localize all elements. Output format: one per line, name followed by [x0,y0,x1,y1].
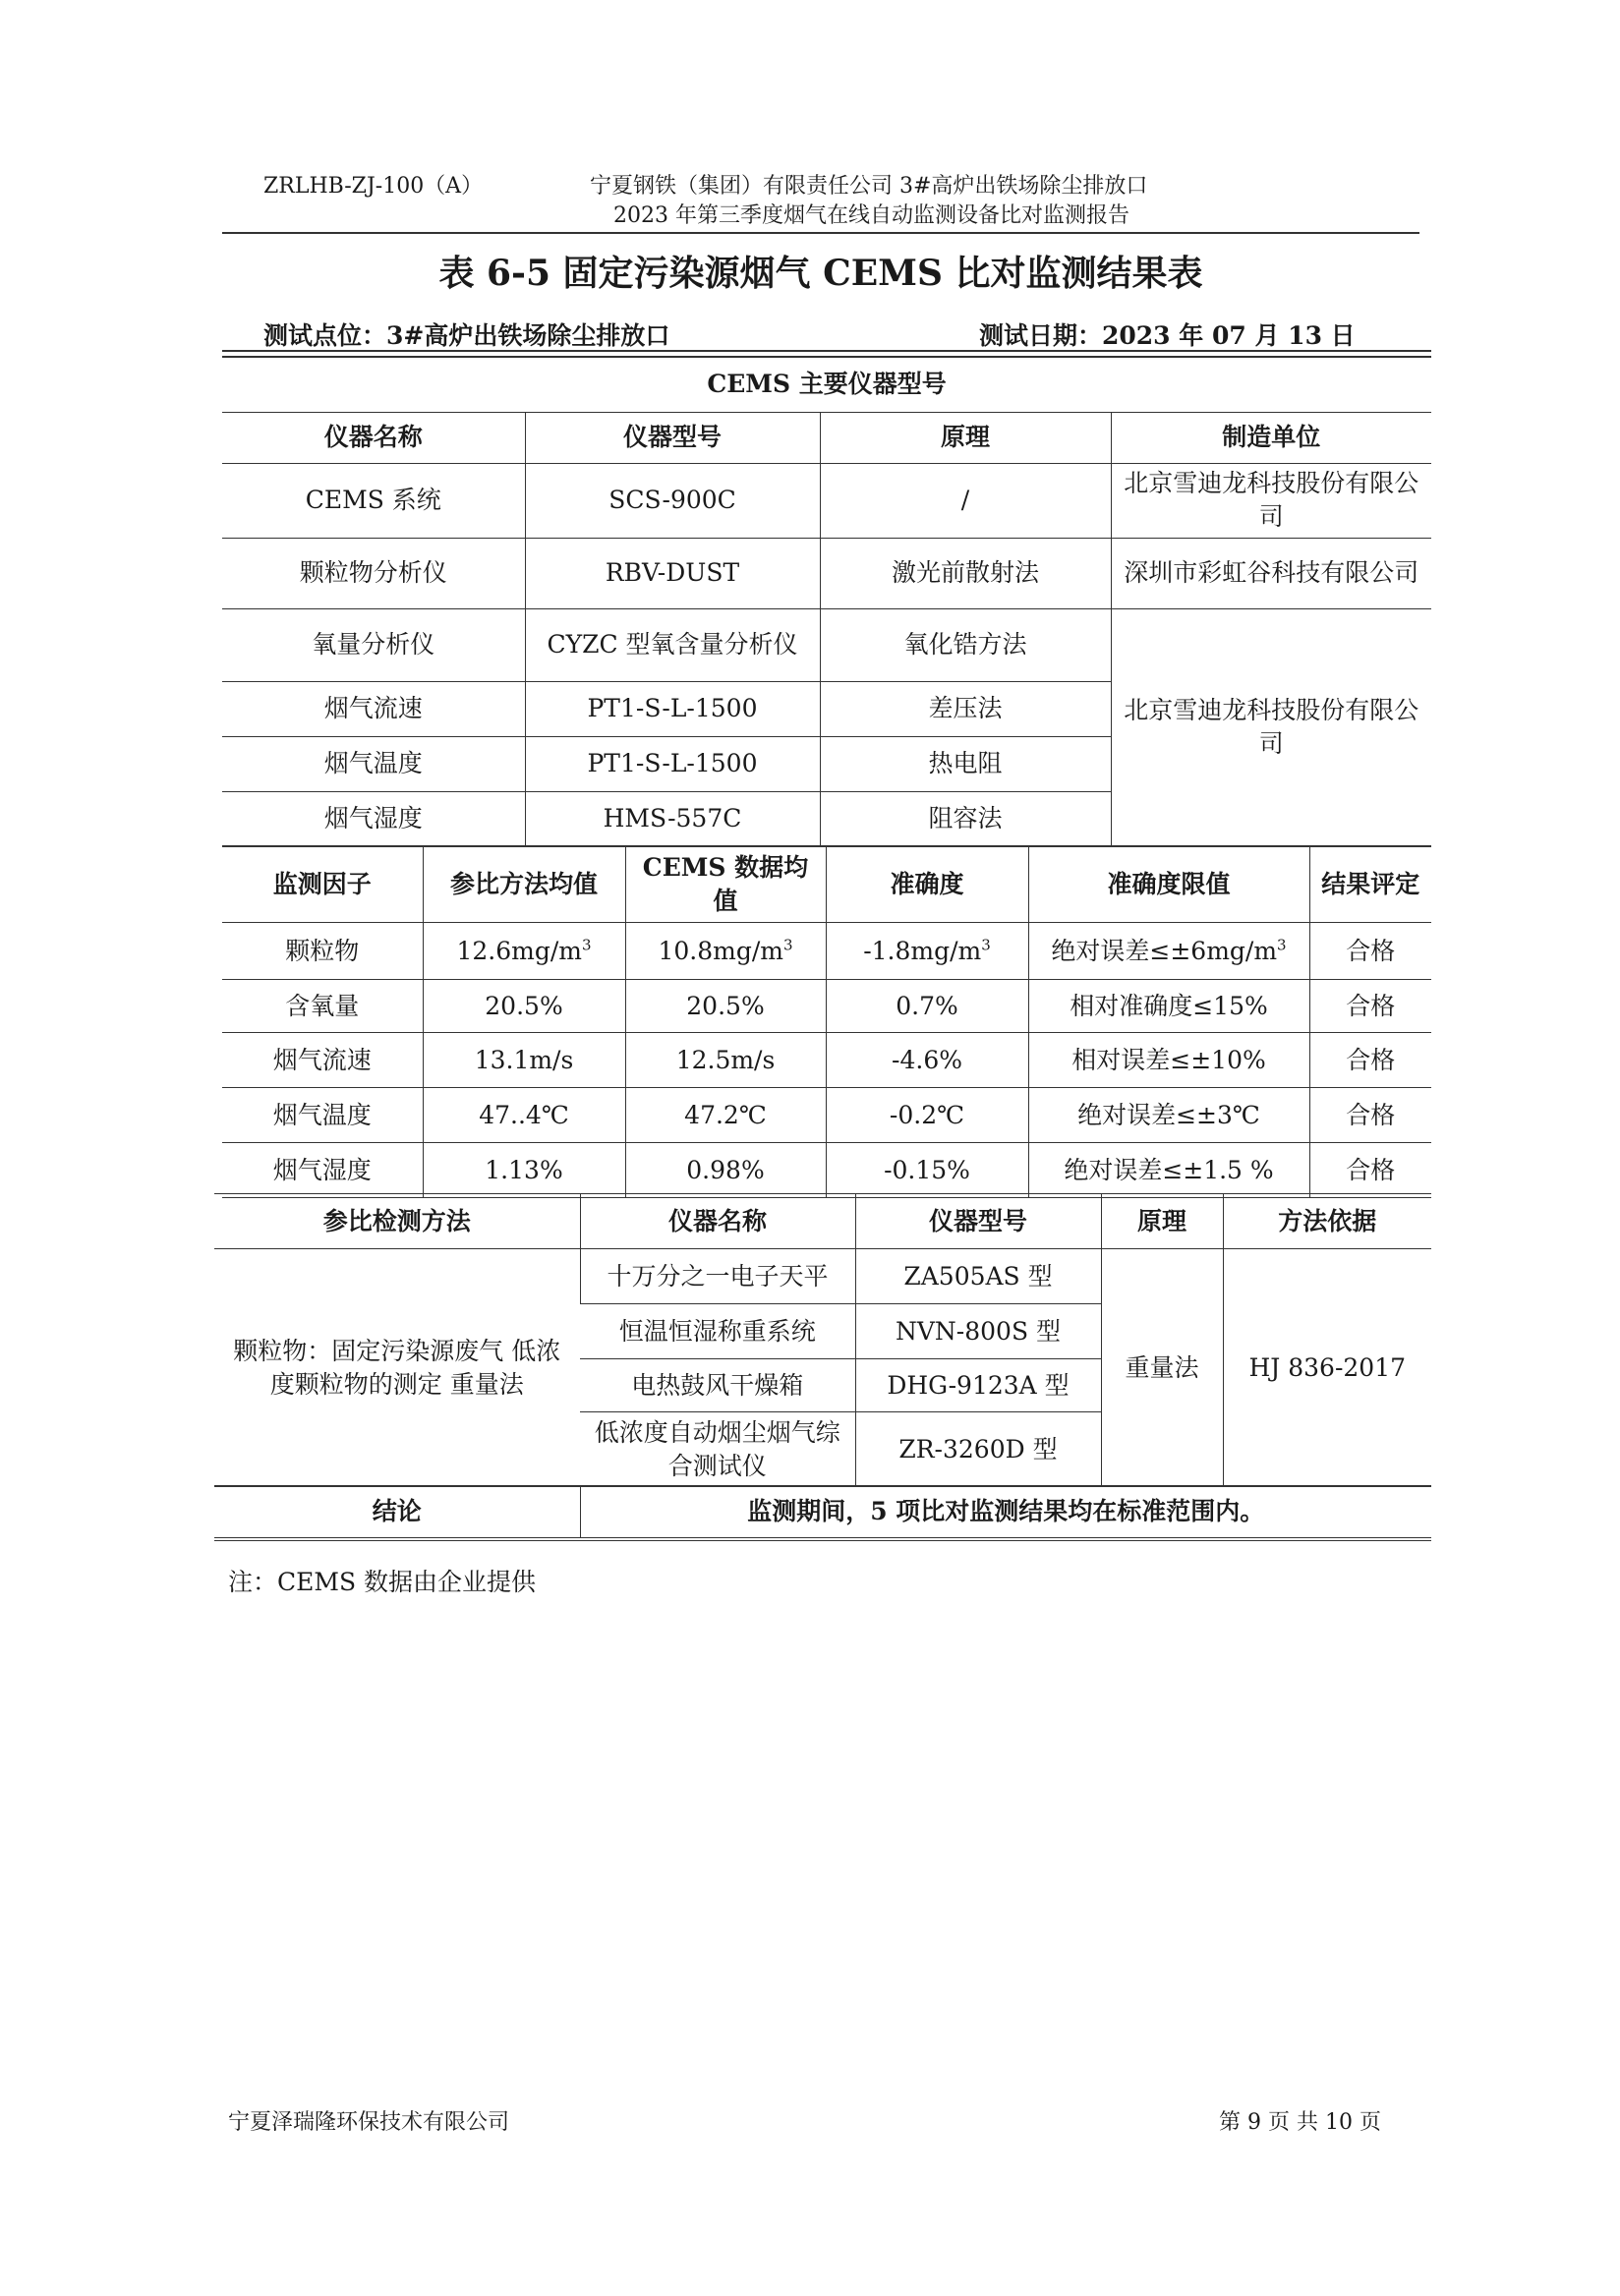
instrument-principle: 热电阻 [820,736,1111,791]
header-line-2: 2023 年第三季度烟气在线自动监测设备比对监测报告 [613,203,1129,228]
instrument-model: CYZC 型氧含量分析仪 [525,608,820,681]
instrument-principle: 差压法 [820,681,1111,736]
col-header: 监测因子 [222,846,423,923]
instrument-maker: 深圳市彩虹谷科技有限公司 [1111,538,1431,608]
reference-principle: 重量法 [1101,1249,1223,1487]
accuracy-limit: 相对准确度≤15% [1028,980,1309,1033]
cems-mean: $10.8mg/m^3$ [625,923,826,980]
reference-instrument-model: ZR-3260D 型 [855,1412,1101,1487]
reference-instrument-model: NVN-800S 型 [855,1304,1101,1359]
reference-mean: 13.1m/s [423,1033,625,1088]
instrument-name: 颗粒物分析仪 [222,538,525,608]
reference-instrument-model: ZA505AS 型 [855,1249,1101,1304]
instrument-principle: 阻容法 [820,791,1111,846]
instrument-model: PT1-S-L-1500 [525,736,820,791]
accuracy: -0.2℃ [826,1088,1028,1143]
instrument-model: PT1-S-L-1500 [525,681,820,736]
result-rating: 合格 [1309,1088,1431,1143]
accuracy: 0.7% [826,980,1028,1033]
col-header: 准确度 [826,846,1028,923]
accuracy-limit: 绝对误差$\le\pm 6mg/m^3$ [1028,923,1309,980]
result-rating: 合格 [1309,980,1431,1033]
conclusion-table [214,1485,1431,1541]
accuracy: -0.15% [826,1143,1028,1198]
instrument-name: CEMS 系统 [222,463,525,538]
factor-name: 烟气温度 [222,1088,423,1143]
instrument-name: 氧量分析仪 [222,608,525,681]
meta-rule [222,350,1431,352]
result-rating: 合格 [1309,1143,1431,1198]
cems-mean: 20.5% [625,980,826,1033]
instrument-name: 烟气湿度 [222,791,525,846]
instrument-principle: / [820,463,1111,538]
cems-mean: 12.5m/s [625,1033,826,1088]
instrument-principle: 激光前散射法 [820,538,1111,608]
col-header: CEMS 数据均值 [625,846,826,923]
col-header: 原理 [1101,1194,1223,1249]
instrument-maker: 北京雪迪龙科技股份有限公司 [1111,608,1431,846]
footnote: 注：CEMS 数据由企业提供 [228,1568,537,1596]
col-header: 仪器型号 [525,412,820,463]
cems-mean: 0.98% [625,1143,826,1198]
instrument-model: RBV-DUST [525,538,820,608]
doc-code: ZRLHB-ZJ-100（A） [263,174,484,199]
factor-name: 颗粒物 [222,923,423,980]
reference-mean: 20.5% [423,980,625,1033]
reference-instrument-model: DHG-9123A 型 [855,1359,1101,1412]
col-header: 参比方法均值 [423,846,625,923]
result-rating: 合格 [1309,1033,1431,1088]
col-header: 准确度限值 [1028,846,1309,923]
reference-mean: $12.6mg/m^3$ [423,923,625,980]
accuracy-limit: 绝对误差≤±1.5 % [1028,1143,1309,1198]
reference-instrument-name: 电热鼓风干燥箱 [580,1359,855,1412]
reference-mean: 1.13% [423,1143,625,1198]
instrument-table [222,356,1431,847]
factor-name: 烟气流速 [222,1033,423,1088]
reference-instrument-name: 恒温恒湿称重系统 [580,1304,855,1359]
col-header: 制造单位 [1111,412,1431,463]
instrument-name: 烟气流速 [222,681,525,736]
col-header: 方法依据 [1223,1194,1431,1249]
accuracy: $-1.8mg/m^3$ [826,923,1028,980]
results-table [222,845,1431,1198]
accuracy-limit: 绝对误差≤±3℃ [1028,1088,1309,1143]
col-header: 仪器型号 [855,1194,1101,1249]
instrument-model: SCS-900C [525,463,820,538]
col-header: 原理 [820,412,1111,463]
conclusion-label: 结论 [214,1486,580,1539]
col-header: 仪器名称 [222,412,525,463]
result-rating: 合格 [1309,923,1431,980]
conclusion-text: 监测期间，5 项比对监测结果均在标准范围内。 [580,1486,1431,1539]
reference-instrument-name: 十万分之一电子天平 [580,1249,855,1304]
reference-mean: 47..4℃ [423,1088,625,1143]
table-title: 表 6-5 固定污染源烟气 CEMS 比对监测结果表 [438,253,1203,294]
test-date: 测试日期：2023 年 07 月 13 日 [979,321,1356,350]
instrument-section-title: CEMS 主要仪器型号 [222,357,1431,412]
col-header: 仪器名称 [580,1194,855,1249]
header-rule [222,232,1419,234]
accuracy-limit: 相对误差≤±10% [1028,1033,1309,1088]
col-header: 结果评定 [1309,846,1431,923]
reference-method-table [214,1193,1431,1487]
instrument-name: 烟气温度 [222,736,525,791]
col-header: 参比检测方法 [214,1194,580,1249]
instrument-model: HMS-557C [525,791,820,846]
footer-company: 宁夏泽瑞隆环保技术有限公司 [228,2110,510,2135]
header-line-1: 宁夏钢铁（集团）有限责任公司 3#高炉出铁场除尘排放口 [590,174,1148,199]
reference-instrument-name: 低浓度自动烟尘烟气综合测试仪 [580,1412,855,1487]
test-site: 测试点位：3#高炉出铁场除尘排放口 [263,321,670,350]
instrument-maker: 北京雪迪龙科技股份有限公司 [1111,463,1431,538]
factor-name: 烟气湿度 [222,1143,423,1198]
cems-mean: 47.2℃ [625,1088,826,1143]
accuracy: -4.6% [826,1033,1028,1088]
instrument-principle: 氧化锆方法 [820,608,1111,681]
reference-method: 颗粒物：固定污染源废气 低浓度颗粒物的测定 重量法 [214,1249,580,1487]
page-number: 第 9 页 共 10 页 [1219,2110,1381,2135]
factor-name: 含氧量 [222,980,423,1033]
method-basis: HJ 836-2017 [1223,1249,1431,1487]
